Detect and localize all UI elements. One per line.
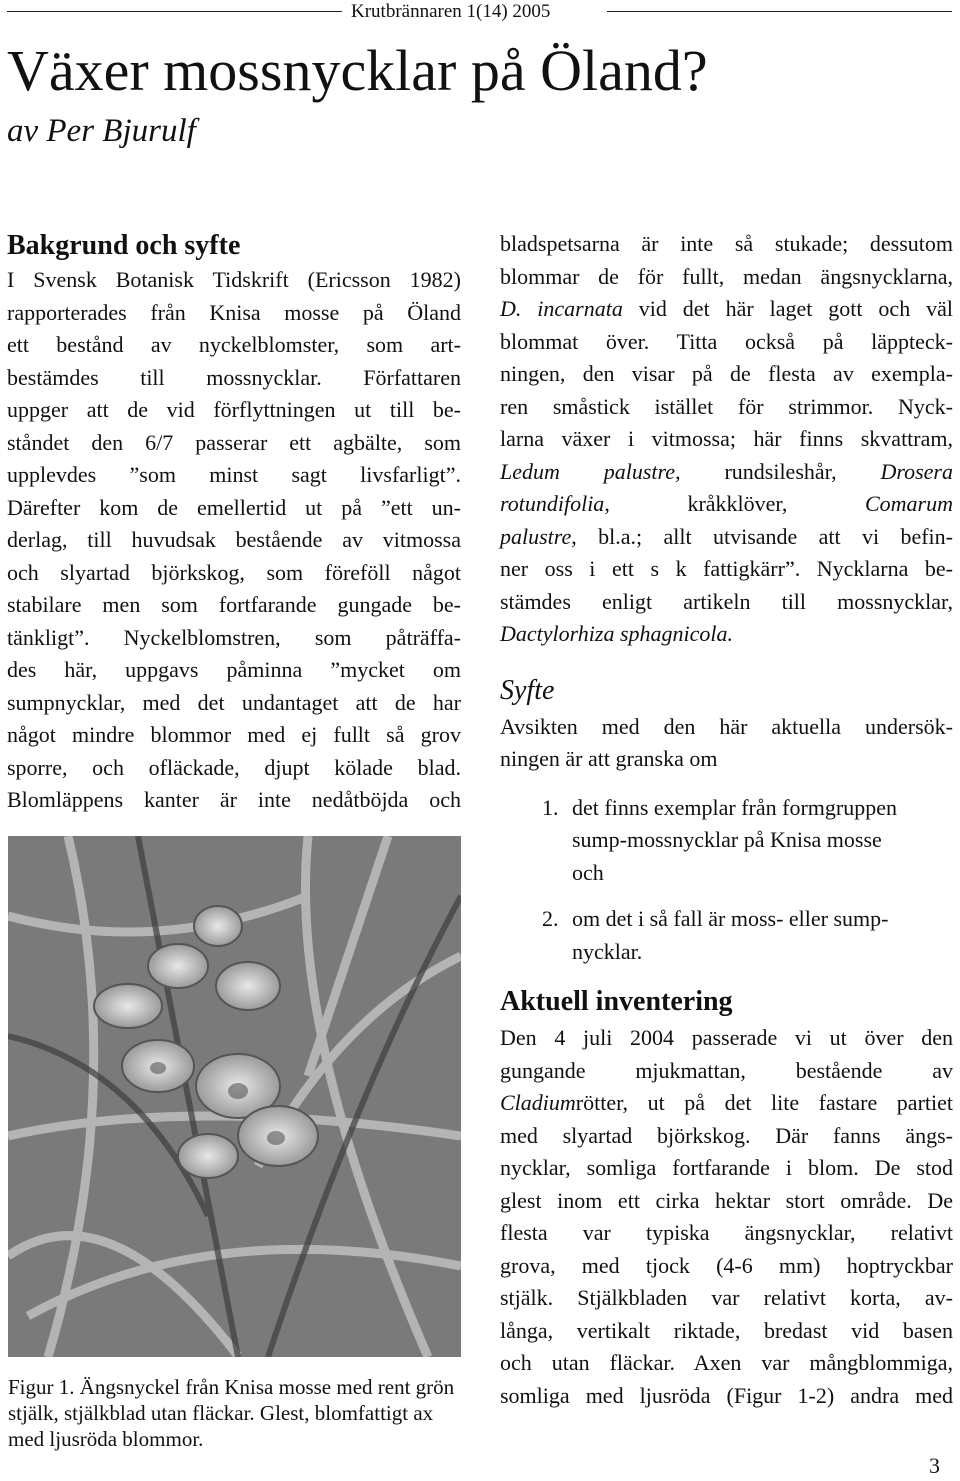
- list-item-line: och: [572, 859, 604, 885]
- bakgrund-line-9: derlag, till huvudsak bestående av vitmossa: [7, 527, 461, 552]
- header-rule-left: [7, 11, 342, 12]
- left-column: [7, 228, 461, 817]
- bakgrund-line-5: uppger att de vid förflyttningen ut till be-: [7, 397, 461, 422]
- page-number: 3: [929, 1453, 940, 1478]
- continued-line-4: blommat över. Titta också på läppteck-: [500, 328, 953, 354]
- continued-line-13: Dactylorhiza sphagnicola.: [500, 621, 734, 646]
- continued-line-7: larna växer i vitmossa; här finns skvattram,: [500, 426, 953, 451]
- bakgrund-line-17: Blomläppens kanter är inte nedåtböjda och: [7, 787, 461, 812]
- inventering-line-9: stjälk. Stjälkbladen var relativt korta, av-: [500, 1285, 953, 1310]
- continued-line-6: ren småstick istället för strimmor. Nyck-: [500, 393, 953, 419]
- inventering-line-1: Den 4 juli 2004 passerade vi ut över den: [500, 1025, 953, 1050]
- inventering-line-10: långa, vertikalt riktade, bredast vid basen: [500, 1317, 953, 1343]
- continued-line-12: stämdes enligt artikeln till mossnycklar,: [500, 588, 953, 614]
- journal-header: Krutbrännaren 1(14) 2005: [351, 1, 551, 22]
- bakgrund-line-6: ståndet den 6/7 passerar ett agbälte, som: [7, 429, 461, 455]
- continued-line-8: Ledum palustre, rundsileshår, Drosera: [500, 458, 953, 484]
- section-heading-syfte: Syfte: [500, 674, 555, 706]
- inventering-line-11: och utan fläckar. Axen var mångblommiga,: [500, 1350, 953, 1375]
- bakgrund-line-10: och slyartad björkskog, som föreföll något: [7, 559, 461, 585]
- continued-line-2: blommar de för fullt, medan ängsnycklarna,: [500, 263, 953, 289]
- inventering-line-8: grova, med tjock (4-6 mm) hoptryckbar: [500, 1252, 953, 1278]
- bakgrund-line-11: stabilare men som fortfarande gungade be-: [7, 592, 461, 617]
- list-item-line: nycklar.: [572, 938, 643, 964]
- list-number: 1.: [542, 794, 559, 820]
- bakgrund-line-8: Därefter kom de emellertid ut på ”ett un-: [7, 494, 461, 520]
- continued-line-3: D. incarnata vid det här laget gott och väl: [500, 296, 953, 321]
- list-item-line: det finns exemplar från formgruppen: [572, 794, 897, 820]
- bakgrund-line-16: sporre, och ofläckade, djupt kölade blad.: [7, 754, 461, 780]
- bakgrund-line-1: I Svensk Botanisk Tidskrift (Ericsson 1982): [7, 267, 461, 292]
- bakgrund-line-15: något mindre blommor med ej fullt så grov: [7, 722, 461, 747]
- header-rule-right: [607, 11, 952, 12]
- bakgrund-line-12: tänkligt”. Nyckelblomstren, som påträffa-: [7, 624, 461, 650]
- continued-line-11: ner oss i ett s k fattigkärr”. Nycklarna be-: [500, 556, 953, 581]
- article-title: Växer mossnycklar på Öland?: [7, 38, 708, 103]
- inventering-line-4: med slyartad björkskog. Där fanns ängs-: [500, 1122, 953, 1148]
- section-heading-bakgrund: Bakgrund och syfte: [7, 230, 241, 261]
- continued-line-1: bladspetsarna är inte så stukade; dessutom: [500, 231, 953, 256]
- bakgrund-line-3: ett bestånd av nyckelblomster, som art-: [7, 332, 461, 357]
- list-item-line: om det i så fall är moss- eller sump-: [572, 906, 889, 931]
- inventering-line-7: flesta var typiska ängsnycklar, relativt: [500, 1220, 953, 1245]
- figure-1-caption: Figur 1. Ängsnyckel från Knisa mosse med rent grön stjälk, stjälkblad utan fläckar. Glest, blomfattigt ax med ljusröda blommor.: [8, 1375, 455, 1451]
- section-bakgrund-text: [7, 264, 461, 817]
- continued-line-5: ningen, den visar på de flesta av exempla-: [500, 361, 953, 386]
- bakgrund-line-14: sumpnycklar, med det undantaget att de har: [7, 689, 461, 715]
- continued-text: [500, 228, 953, 651]
- purpose-list-item: [500, 792, 953, 890]
- section-syfte-text: [500, 711, 953, 776]
- list-item-line: sump-mossnycklar på Knisa mosse: [572, 827, 882, 852]
- inventering-line-3: Cladiumrötter, ut på det lite fastare partiet: [500, 1090, 953, 1115]
- syfte-line-2: ningen är att granska om: [500, 746, 718, 771]
- syfte-line-1: Avsikten med den här aktuella undersök-: [500, 713, 953, 739]
- inventering-line-12: somliga med ljusröda (Figur 1-2) andra med: [500, 1382, 953, 1408]
- orchid-photo-illustration: [8, 836, 461, 1357]
- purpose-list: [500, 792, 953, 969]
- list-number: 2.: [542, 906, 559, 931]
- bakgrund-line-2: rapporterades från Knisa mosse på Öland: [7, 299, 461, 325]
- purpose-list-item: [500, 903, 953, 968]
- inventering-line-6: glest inom ett cirka hektar stort område. De: [500, 1187, 953, 1213]
- inventering-line-5: nycklar, somliga fortfarande i blom. De stod: [500, 1155, 953, 1180]
- inventering-line-2: gungande mjukmattan, bestående av: [500, 1057, 953, 1083]
- section-inventering-text: [500, 1022, 953, 1412]
- section-heading-inventering: Aktuell inventering: [500, 986, 733, 1017]
- continued-line-10: palustre, bl.a.; allt utvisande att vi befin-: [500, 523, 953, 549]
- continued-line-9: rotundifolia, kråkklöver, Comarum: [500, 491, 953, 516]
- bakgrund-line-13: des här, uppgavs påminna ”mycket om: [7, 657, 461, 682]
- byline: av Per Bjurulf: [7, 113, 196, 149]
- bakgrund-line-4: bestämdes till mossnycklar. Författaren: [7, 364, 461, 390]
- right-column: [500, 228, 953, 1412]
- bakgrund-line-7: upplevdes ”som minst sagt livsfarligt”.: [7, 462, 461, 487]
- figure-1-photo: [8, 836, 461, 1357]
